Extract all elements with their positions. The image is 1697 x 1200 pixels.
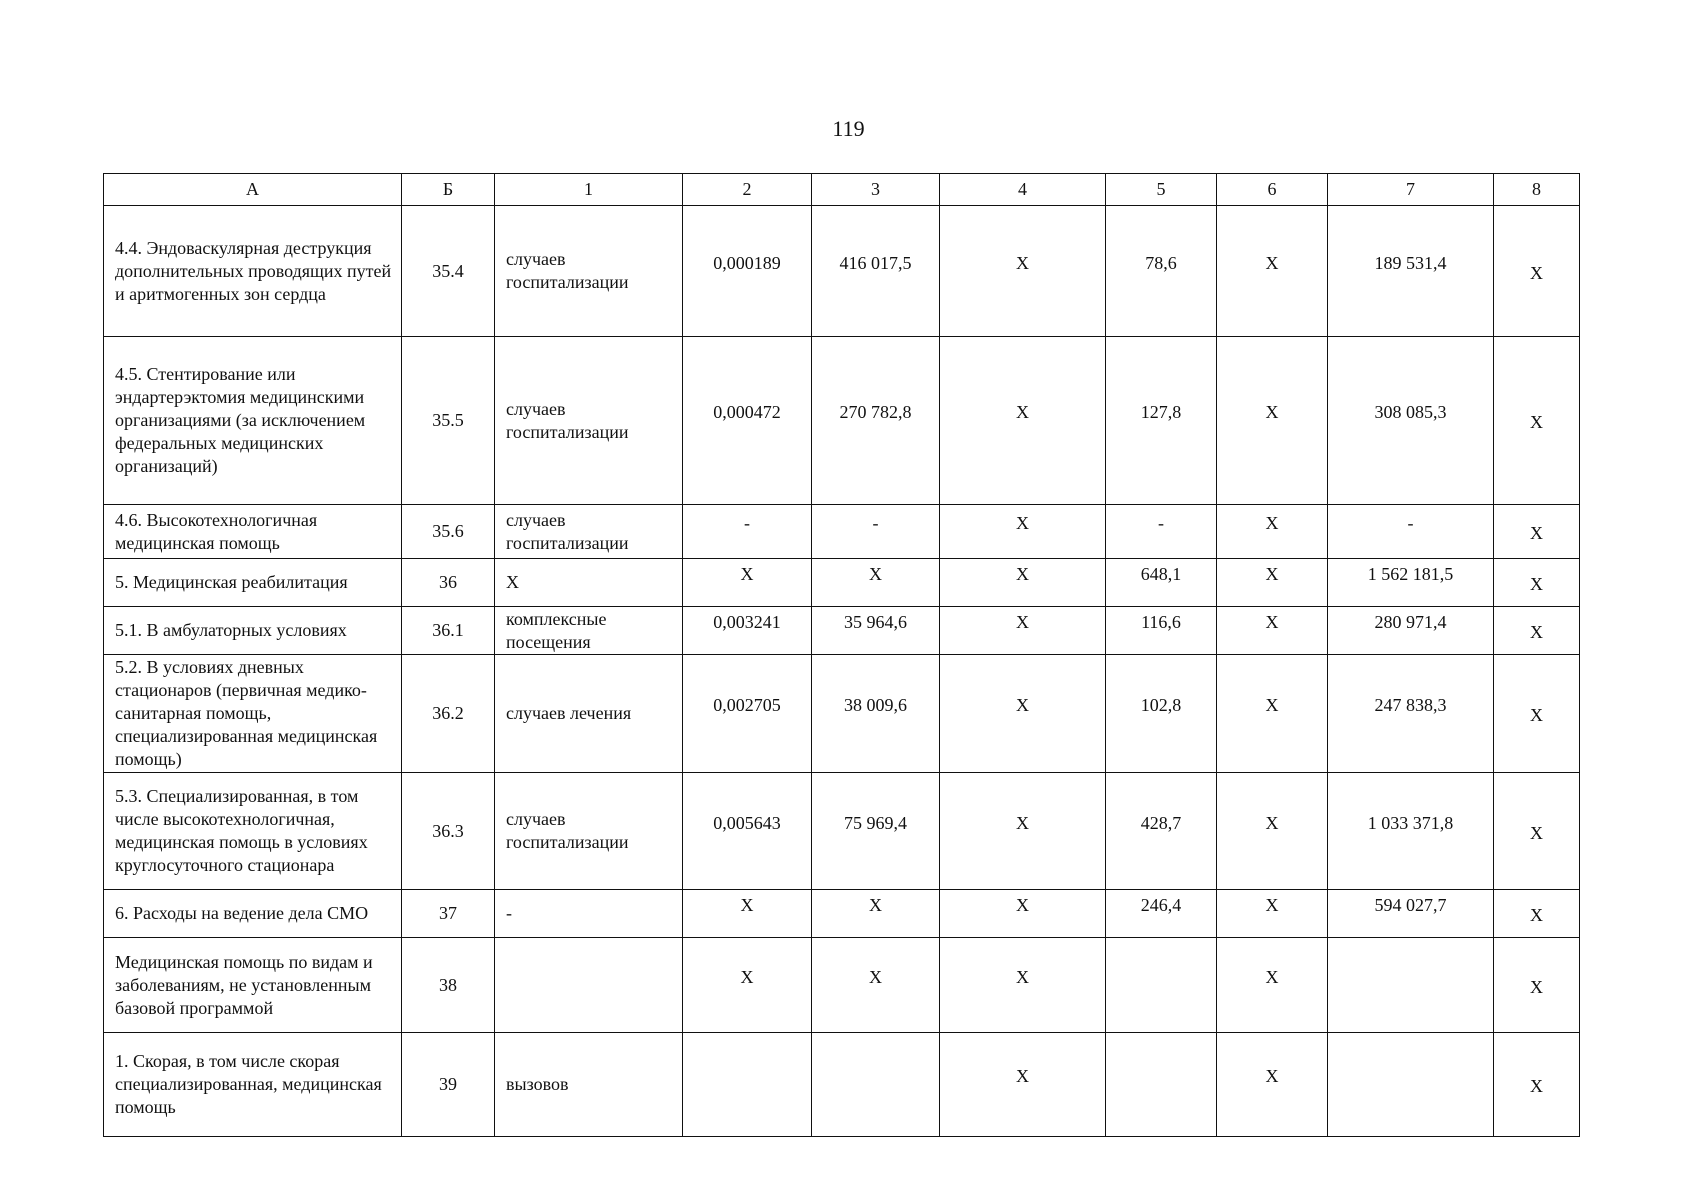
row-value-cell-2 xyxy=(683,337,812,505)
row-value-cell-4-text: Х xyxy=(1016,695,1029,715)
row-value-cell-7-text: 308 085,3 xyxy=(1374,402,1447,422)
row-value-cell-8-text: Х xyxy=(1530,1076,1543,1096)
header-cell-8: 8 xyxy=(1494,174,1580,206)
row-value-cell-6-text: Х xyxy=(1265,1066,1279,1086)
row-name-cell: 5.1. В амбулаторных условиях xyxy=(104,607,402,655)
row-value-cell-8-text: Х xyxy=(1530,822,1543,843)
header-cell-3: 3 xyxy=(812,174,940,206)
row-value-cell-4-text: Х xyxy=(1016,966,1029,987)
row-code-cell: 35.6 xyxy=(402,505,495,559)
row-value-cell-7 xyxy=(1328,938,1494,1033)
row-value-cell-5 xyxy=(1106,505,1217,559)
table-header xyxy=(104,174,1580,206)
row-value-cell-4-text: Х xyxy=(1016,513,1029,533)
table-row xyxy=(104,607,1580,655)
row-value-cell-6 xyxy=(1217,607,1328,655)
row-value-cell-2-text: 0,003241 xyxy=(713,612,781,632)
row-code-cell: 36.2 xyxy=(402,655,495,773)
row-value-cell-2 xyxy=(683,607,812,655)
row-unit-cell: - xyxy=(495,890,683,938)
row-value-cell-5 xyxy=(1106,890,1217,938)
row-value-cell-5-text: 428,7 xyxy=(1140,812,1182,833)
row-value-cell-7-text: 247 838,3 xyxy=(1374,695,1447,715)
row-value-cell-6-text: Х xyxy=(1265,612,1279,632)
row-name-cell: 4.6. Высокотехнологичная медицинская помощь xyxy=(104,505,402,559)
row-value-cell-3 xyxy=(812,773,940,890)
header-cell-4: 4 xyxy=(940,174,1106,206)
row-value-cell-2 xyxy=(683,505,812,559)
header-cell-a: А xyxy=(104,174,402,206)
table-row xyxy=(104,206,1580,337)
row-value-cell-3 xyxy=(812,559,940,607)
row-unit-cell: Х xyxy=(495,559,683,607)
row-value-cell-4-text: Х xyxy=(1016,812,1029,833)
row-value-cell-5 xyxy=(1106,337,1217,505)
row-value-cell-7 xyxy=(1328,337,1494,505)
row-value-cell-8-text: Х xyxy=(1530,412,1543,432)
row-value-cell-5-text: 246,4 xyxy=(1140,895,1182,915)
row-value-cell-7-text: 189 531,4 xyxy=(1374,252,1447,273)
row-value-cell-2-text: - xyxy=(744,513,750,533)
row-value-cell-4-text: Х xyxy=(1016,564,1029,584)
row-value-cell-3 xyxy=(812,938,940,1033)
row-value-cell-3-text: Х xyxy=(869,966,882,987)
row-value-cell-6-text: Х xyxy=(1265,812,1279,833)
row-code-cell: 37 xyxy=(402,890,495,938)
header-cell-2: 2 xyxy=(683,174,812,206)
row-value-cell-5-text: 127,8 xyxy=(1140,402,1182,422)
header-cell-7: 7 xyxy=(1328,174,1494,206)
row-value-cell-5-text: 648,1 xyxy=(1140,564,1182,584)
row-value-cell-3-text: Х xyxy=(869,564,882,584)
row-value-cell-4 xyxy=(940,559,1106,607)
row-value-cell-8-text: Х xyxy=(1530,523,1543,543)
row-value-cell-2 xyxy=(683,773,812,890)
row-value-cell-8 xyxy=(1494,655,1580,773)
table-row xyxy=(104,559,1580,607)
row-value-cell-2-text: Х xyxy=(740,966,754,987)
row-value-cell-2 xyxy=(683,206,812,337)
row-value-cell-4-text: Х xyxy=(1016,895,1029,915)
row-value-cell-6 xyxy=(1217,1033,1328,1137)
table-body xyxy=(104,206,1580,1137)
row-value-cell-5 xyxy=(1106,559,1217,607)
row-value-cell-8 xyxy=(1494,938,1580,1033)
table-row xyxy=(104,337,1580,505)
row-value-cell-2-text: 0,000189 xyxy=(713,252,781,273)
row-value-cell-3 xyxy=(812,337,940,505)
row-name-cell: 5.3. Специализированная, в том числе высокотехнологичная, медицинская помощь в условиях круглосуточного стационара xyxy=(104,773,402,890)
row-value-cell-7 xyxy=(1328,1033,1494,1137)
row-code-cell: 39 xyxy=(402,1033,495,1137)
row-value-cell-3-text: 38 009,6 xyxy=(844,695,907,715)
row-value-cell-6 xyxy=(1217,559,1328,607)
row-value-cell-8-text: Х xyxy=(1530,574,1543,594)
row-value-cell-4 xyxy=(940,337,1106,505)
row-value-cell-7-text: 594 027,7 xyxy=(1374,895,1447,915)
row-value-cell-6 xyxy=(1217,206,1328,337)
row-value-cell-8 xyxy=(1494,337,1580,505)
row-unit-cell: случаев госпитализации xyxy=(495,505,683,559)
row-name-cell: 6. Расходы на ведение дела СМО xyxy=(104,890,402,938)
row-value-cell-4 xyxy=(940,773,1106,890)
row-code-cell: 35.4 xyxy=(402,206,495,337)
row-value-cell-4-text: Х xyxy=(1016,1066,1029,1086)
row-code-cell: 36.3 xyxy=(402,773,495,890)
row-unit-cell: комплексные посещения xyxy=(495,607,683,655)
row-unit-cell: случаев лечения xyxy=(495,655,683,773)
row-code-cell: 36 xyxy=(402,559,495,607)
row-value-cell-7 xyxy=(1328,505,1494,559)
row-value-cell-5 xyxy=(1106,655,1217,773)
row-value-cell-6-text: Х xyxy=(1265,895,1279,915)
row-value-cell-8-text: Х xyxy=(1530,622,1543,642)
row-value-cell-7 xyxy=(1328,773,1494,890)
page-number: 119 xyxy=(832,116,865,141)
header-cell-6: 6 xyxy=(1217,174,1328,206)
row-value-cell-3 xyxy=(812,607,940,655)
row-value-cell-3 xyxy=(812,890,940,938)
row-value-cell-5-text: 102,8 xyxy=(1140,695,1182,715)
row-value-cell-4 xyxy=(940,938,1106,1033)
row-value-cell-8 xyxy=(1494,890,1580,938)
row-value-cell-6-text: Х xyxy=(1265,402,1279,422)
row-value-cell-8-text: Х xyxy=(1530,705,1543,725)
row-value-cell-4-text: Х xyxy=(1016,402,1029,422)
row-value-cell-3-text: - xyxy=(872,513,879,533)
row-value-cell-5 xyxy=(1106,938,1217,1033)
row-name-cell: 5.2. В условиях дневных стационаров (первичная медико-санитарная помощь, специализированная медицинская помощь) xyxy=(104,655,402,773)
row-value-cell-8 xyxy=(1494,773,1580,890)
row-value-cell-4 xyxy=(940,890,1106,938)
row-value-cell-8-text: Х xyxy=(1530,905,1543,925)
row-value-cell-7-text: 1 562 181,5 xyxy=(1367,564,1454,584)
row-value-cell-3 xyxy=(812,206,940,337)
row-name-cell: 1. Скорая, в том числе скорая специализированная, медицинская помощь xyxy=(104,1033,402,1137)
row-value-cell-4 xyxy=(940,655,1106,773)
row-value-cell-3-text: 270 782,8 xyxy=(839,402,912,422)
row-value-cell-2-text: 0,005643 xyxy=(713,812,781,833)
header-cell-5: 5 xyxy=(1106,174,1217,206)
row-value-cell-6 xyxy=(1217,505,1328,559)
row-value-cell-5 xyxy=(1106,607,1217,655)
row-value-cell-6-text: Х xyxy=(1265,252,1279,273)
row-name-cell: 4.4. Эндоваскулярная деструкция дополнительных проводящих путей и аритмогенных зон сердца xyxy=(104,206,402,337)
row-value-cell-7-text: 1 033 371,8 xyxy=(1367,812,1454,833)
row-value-cell-7 xyxy=(1328,206,1494,337)
row-value-cell-3 xyxy=(812,1033,940,1137)
row-name-cell: Медицинская помощь по видам и заболеваниям, не установленным базовой программой xyxy=(104,938,402,1033)
row-value-cell-7 xyxy=(1328,607,1494,655)
row-value-cell-6-text: Х xyxy=(1265,513,1279,533)
row-value-cell-7-text: - xyxy=(1407,513,1414,533)
row-value-cell-3-text: 35 964,6 xyxy=(844,612,907,632)
row-value-cell-7 xyxy=(1328,559,1494,607)
row-unit-cell: случаев госпитализации xyxy=(495,206,683,337)
row-value-cell-6 xyxy=(1217,773,1328,890)
row-value-cell-6-text: Х xyxy=(1265,966,1279,987)
row-value-cell-4-text: Х xyxy=(1016,252,1029,273)
row-value-cell-2-text: 0,000472 xyxy=(713,402,781,422)
row-value-cell-3 xyxy=(812,505,940,559)
row-value-cell-2-text: 0,002705 xyxy=(713,695,781,715)
row-code-cell: 35.5 xyxy=(402,337,495,505)
row-value-cell-5-text: 78,6 xyxy=(1145,252,1177,273)
data-table xyxy=(103,173,1580,1137)
row-value-cell-4 xyxy=(940,607,1106,655)
row-value-cell-3-text: Х xyxy=(869,895,882,915)
row-value-cell-6 xyxy=(1217,655,1328,773)
row-unit-cell: случаев госпитализации xyxy=(495,337,683,505)
row-value-cell-7 xyxy=(1328,655,1494,773)
row-value-cell-5 xyxy=(1106,1033,1217,1137)
row-value-cell-7-text: 280 971,4 xyxy=(1374,612,1447,632)
row-value-cell-3-text: 75 969,4 xyxy=(844,812,907,833)
row-value-cell-2 xyxy=(683,559,812,607)
table-row xyxy=(104,773,1580,890)
row-value-cell-4 xyxy=(940,1033,1106,1137)
table-row xyxy=(104,938,1580,1033)
table-row xyxy=(104,1033,1580,1137)
row-value-cell-6 xyxy=(1217,890,1328,938)
row-value-cell-7 xyxy=(1328,890,1494,938)
row-unit-cell: вызовов xyxy=(495,1033,683,1137)
row-value-cell-2 xyxy=(683,938,812,1033)
row-value-cell-4 xyxy=(940,206,1106,337)
row-value-cell-6-text: Х xyxy=(1265,564,1279,584)
row-value-cell-5-text: - xyxy=(1158,513,1164,533)
header-cell-b: Б xyxy=(402,174,495,206)
row-value-cell-4-text: Х xyxy=(1016,612,1029,632)
row-value-cell-5-text: 116,6 xyxy=(1141,612,1181,632)
row-value-cell-8-text: Х xyxy=(1530,262,1543,283)
row-value-cell-6 xyxy=(1217,337,1328,505)
row-value-cell-8 xyxy=(1494,607,1580,655)
row-value-cell-2-text: Х xyxy=(740,564,754,584)
row-name-cell: 4.5. Стентирование или эндартерэктомия медицинскими организациями (за исключением федеральных медицинских организаций) xyxy=(104,337,402,505)
header-row xyxy=(104,174,1580,206)
row-code-cell: 36.1 xyxy=(402,607,495,655)
row-value-cell-3-text: 416 017,5 xyxy=(839,252,912,273)
row-code-cell: 38 xyxy=(402,938,495,1033)
header-cell-1: 1 xyxy=(495,174,683,206)
row-value-cell-2 xyxy=(683,890,812,938)
row-value-cell-8-text: Х xyxy=(1530,976,1543,997)
row-value-cell-8 xyxy=(1494,559,1580,607)
row-value-cell-8 xyxy=(1494,206,1580,337)
row-value-cell-6 xyxy=(1217,938,1328,1033)
row-value-cell-4 xyxy=(940,505,1106,559)
row-value-cell-6-text: Х xyxy=(1265,695,1279,715)
row-value-cell-2 xyxy=(683,655,812,773)
row-value-cell-5 xyxy=(1106,773,1217,890)
row-value-cell-8 xyxy=(1494,505,1580,559)
row-name-cell: 5. Медицинская реабилитация xyxy=(104,559,402,607)
row-unit-cell xyxy=(495,938,683,1033)
row-value-cell-3 xyxy=(812,655,940,773)
row-value-cell-5 xyxy=(1106,206,1217,337)
row-value-cell-2-text: Х xyxy=(740,895,754,915)
row-value-cell-8 xyxy=(1494,1033,1580,1137)
row-value-cell-2 xyxy=(683,1033,812,1137)
table-row xyxy=(104,890,1580,938)
table-row xyxy=(104,655,1580,773)
table-row xyxy=(104,505,1580,559)
row-unit-cell: случаев госпитализации xyxy=(495,773,683,890)
